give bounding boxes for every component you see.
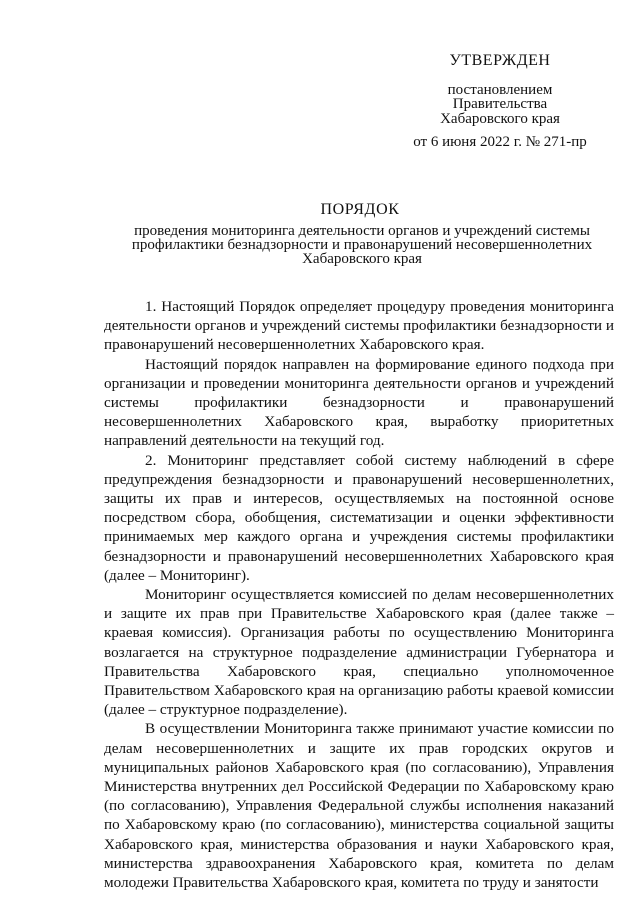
approval-stamp [400,54,600,150]
subtitle-line: профилактики безнадзорности и правонарушений несовершеннолетних [131,237,593,253]
body-paragraph: В осуществлении Мониторинга также принимают участие комиссии по делам несовершеннолетних и защите их прав городских округов и муниципальных районов Хабаровского края (по согласованию), Управления Министерства внутренних дел Российской Федерации по Хабаровскому краю (по согласованию), Управления Федеральной службы исполнения наказаний по Хабаровскому краю (по согласованию), министерства социальной защиты Хабаровского края, министерства образования и науки Хабаровского края, министерства здравоохранения Хабаровского края, комитета по делам молодежи Правительства Хабаровского края, комитета по труду и занятости [104,720,614,892]
approval-line: Правительства [452,96,548,112]
body-paragraph: Мониторинг осуществляется комиссией по делам несовершеннолетних и защите их прав при Правительстве Хабаровского края (далее также – краевая комиссия). Организация работы по осуществлению Мониторинга возлагается на структурное подразделение администрации Губернатора и Правительства Хабаровского края, специально уполномоченное Правительством Хабаровского края на организацию работы краевой комиссии (далее – структурное подразделение). [104,586,614,719]
approval-line: постановлением [447,81,553,98]
body-paragraph: 1. Настоящий Порядок определяет процедуру проведения мониторинга деятельности органов и учреждений системы профилактики безнадзорности и правонарушений несовершеннолетних Хабаровского края. [104,298,614,354]
body-paragraph: 2. Мониторинг представляет собой систему наблюдений в сфере предупреждения безнадзорности и правонарушений несовершеннолетних, защиты их прав и интересов, осуществляемых на постоянной основе посредством сбора, обобщения, систематизации и оценки эффективности принимаемых мер каждого органа и учреждения системы профилактики безнадзорности и правонарушений несовершеннолетних Хабаровского края (далее – Мониторинг). [104,451,614,584]
subtitle-line: проведения мониторинга деятельности органов и учреждений системы [134,223,590,239]
document-body [104,297,614,892]
approval-line: Хабаровского края [440,110,560,127]
body-paragraph: Настоящий порядок направлен на формирование единого подхода при организации и проведении мониторинга деятельности органов и учреждений системы профилактики безнадзорности и правонарушений несовершеннолетних Хабаровского края, выработку приоритетных направлений деятельности на текущий год. [104,355,614,450]
approval-heading: УТВЕРЖДЕН [449,52,551,69]
approval-date: от 6 июня 2022 г. № 271-пр [413,134,587,150]
subtitle-line: Хабаровского края [302,251,422,267]
document-subtitle [112,224,612,266]
document-title: ПОРЯДОК [320,201,400,218]
